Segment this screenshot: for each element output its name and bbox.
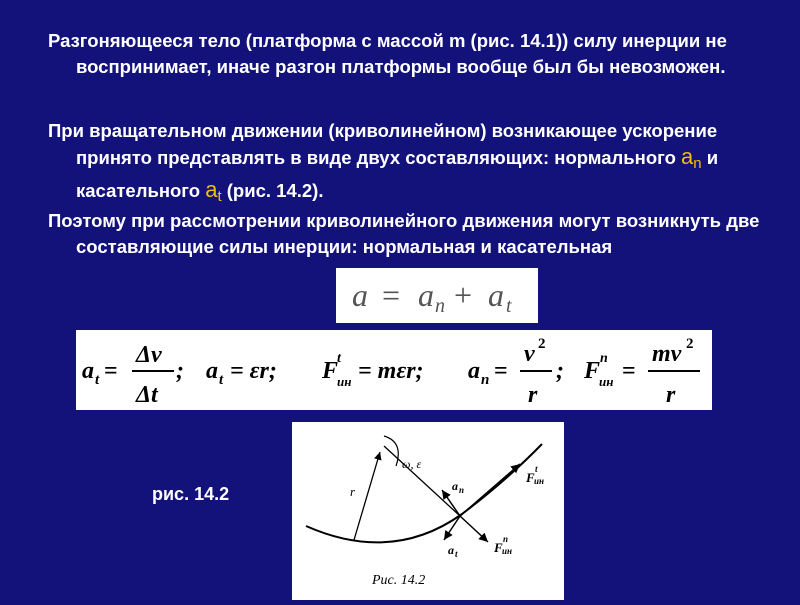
fm-plus: + xyxy=(454,277,473,313)
label-ft-sup: t xyxy=(535,464,538,474)
fm-an-base: a xyxy=(418,277,434,313)
f4-semi: ; xyxy=(556,358,564,384)
figure-diagram-svg xyxy=(292,422,564,600)
paragraph-platform: Разгоняющееся тело (платформа с массой m (рис. 14.1)) силу инерции не воспринимает, иначе разгон платформы вообще был бы невозможен. xyxy=(48,30,727,77)
p2-text-3: (рис. 14.2). xyxy=(226,180,324,201)
f5-sup: n xyxy=(600,351,608,366)
f4-sub: n xyxy=(481,372,490,388)
trajectory-curve xyxy=(306,444,545,542)
f3-rhs: = mεr; xyxy=(358,358,424,384)
figure-14-2 xyxy=(292,422,564,600)
label-fn: F xyxy=(494,540,503,555)
an-vector xyxy=(442,490,460,516)
f5-num: mv xyxy=(652,341,682,367)
f4-a: a xyxy=(468,358,480,384)
paragraph-inertia-components: Поэтому при рассмотрении криволинейного движения могут возникнуть две составляющие силы инерции: нормальная и касательная xyxy=(48,210,760,257)
f4-num-sup: 2 xyxy=(538,336,546,352)
label-omega-eps: ω, ε xyxy=(402,457,422,471)
f2-rhs: = εr; xyxy=(230,358,277,384)
f1-sub: t xyxy=(95,372,100,388)
f4-eq: = xyxy=(494,358,508,384)
p2-text-1: При вращательном движении (криволинейном) возникающее ускорение принято представлять в виде двух составляющих: нормального xyxy=(48,120,718,168)
f1-semi: ; xyxy=(176,358,184,384)
f1-num: Δv xyxy=(136,342,162,368)
fm-at-sub: t xyxy=(506,295,512,317)
paragraph-rotational-motion xyxy=(48,118,776,210)
label-an-sub: n xyxy=(459,485,465,495)
label-at-sub: t xyxy=(455,549,458,559)
rotation-arc xyxy=(384,436,398,466)
formula-acceleration-sum xyxy=(336,268,538,323)
f3-F: F xyxy=(322,358,339,384)
figure-caption: рис. 14.2 xyxy=(152,484,230,504)
fn-vector xyxy=(460,516,488,542)
fm-lhs: a xyxy=(352,277,368,313)
f3-sup: t xyxy=(337,351,341,366)
fm-at-base: a xyxy=(488,277,504,313)
formula-row-svg xyxy=(76,330,712,410)
label-fn-sub: ин xyxy=(502,546,513,556)
f3-sub: ин xyxy=(337,374,352,389)
f4-den: r xyxy=(528,382,538,408)
symbol-an: $a_n$ xyxy=(681,144,702,172)
f1-den: Δt xyxy=(136,382,158,408)
label-r: r xyxy=(350,484,356,499)
ft-vector xyxy=(460,464,520,516)
f5-eq: = xyxy=(622,358,636,384)
f4-num: v xyxy=(524,341,535,367)
formula-row xyxy=(76,330,712,410)
fm-eq: = xyxy=(382,277,401,313)
label-at: a xyxy=(448,543,454,557)
f5-num-sup: 2 xyxy=(686,336,694,352)
formula-acceleration-sum-svg xyxy=(336,268,538,323)
label-fn-sup: n xyxy=(503,534,509,544)
f2-sub: t xyxy=(219,372,224,388)
f5-sub: ин xyxy=(599,374,614,389)
label-an: a xyxy=(452,479,458,493)
f2-a: a xyxy=(206,358,218,384)
figure-inner-caption: Рис. 14.2 xyxy=(372,573,426,588)
label-ft-sub: ин xyxy=(534,476,545,486)
center-to-point-line xyxy=(384,446,460,516)
f1-eq: = xyxy=(104,358,118,384)
p2-text-2: и касательного xyxy=(76,147,719,201)
f5-F: F xyxy=(584,358,601,384)
symbol-at: $a_t$ xyxy=(205,177,222,205)
label-ft: F xyxy=(526,470,535,485)
f5-den: r xyxy=(666,382,676,408)
fm-an-sub: n xyxy=(435,295,445,317)
radius-line xyxy=(354,452,380,540)
f1-a: a xyxy=(82,358,94,384)
